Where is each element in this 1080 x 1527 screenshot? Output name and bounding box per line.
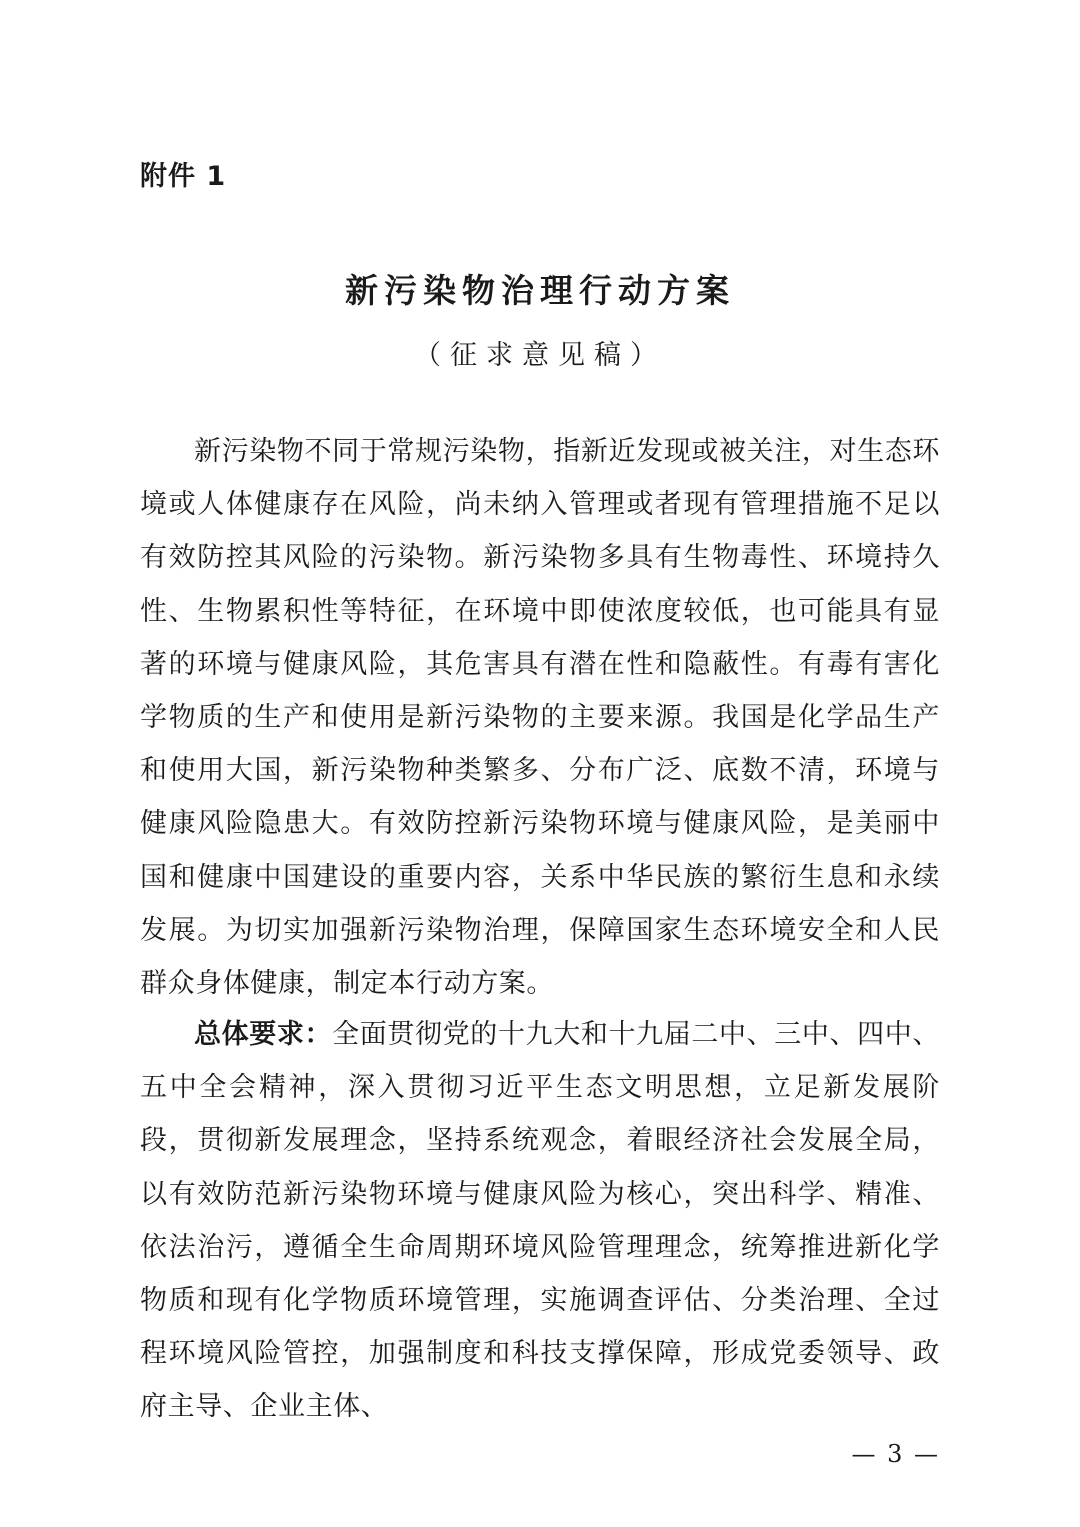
document-subtitle: （征求意见稿）: [414, 340, 666, 371]
intro-paragraph: 新污染物不同于常规污染物，指新近发现或被关注，对生态环境或人体健康存在风险，尚未纳入管理或者现有管理措施不足以有效防控其风险的污染物。新污染物多具有生物毒性、环境持久性、生物累积性等特征，在环境中即使浓度较低，也可能具有显著的环境与健康风险，其危害具有潜在性和隐蔽性。有毒有害化学物质的生产和使用是新污染物的主要来源。我国是化学品生产和使用大国，新污染物种类繁多、分布广泛、底数不清，环境与健康风险隐患大。有效防控新污染物环境与健康风险，是美丽中国和健康中国建设的重要内容，关系中华民族的繁衍生息和永续发展。为切实加强新污染物治理，保障国家生态环境安全和人民群众身体健康，制定本行动方案。: [140, 436, 940, 1000]
paragraph-body: 全面贯彻党的十九大和十九届二中、三中、四中、五中全会精神，深入贯彻习近平生态文明思想，立足新发展阶段，贯彻新发展理念，坚持系统观念，着眼经济社会发展全局，以有效防范新污染物环境与健康风险为核心，突出科学、精准、依法治污，遵循全生命周期环境风险管理理念，统筹推进新化学物质和现有化学物质环境管理，实施调查评估、分类治理、全过程环境风险管控，加强制度和科技支撑保障，形成党委领导、政府主导、企业主体、: [140, 1019, 940, 1423]
attachment-label: 附件 1: [140, 161, 227, 192]
general-requirements-paragraph: [140, 1008, 940, 1434]
page-number: — 3 —: [851, 1440, 940, 1468]
paragraph-lead: 总体要求：: [194, 1019, 333, 1050]
document-title: 新污染物治理行动方案: [345, 271, 735, 310]
